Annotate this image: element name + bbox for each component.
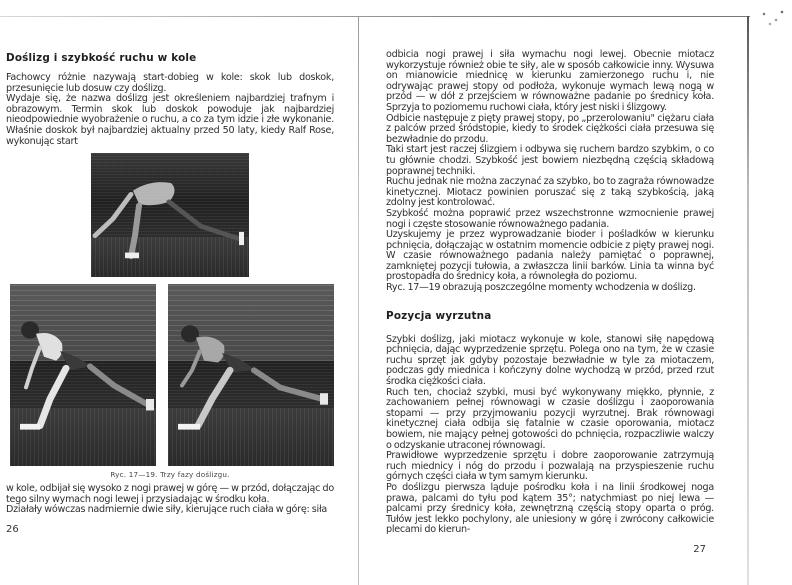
page-number: 27 <box>693 543 706 555</box>
paragraph: Działały wówczas nadmiernie dwie siły, kierujące ruch ciała w górę: siła <box>6 504 328 516</box>
body-text-bottom <box>6 484 334 516</box>
page-top-edge <box>0 16 750 17</box>
athlete-figure-icon <box>168 284 334 466</box>
body-text-bottom <box>386 335 714 536</box>
figure-row <box>6 284 334 466</box>
paragraph: Ruch ten, chociaż szybki, musi być wykonywany miękko, płynnie, z zachowaniem pełnej równowagi w czasie doślizgu i zaoporowania stopami — przy przyjmowaniu pozycji wyrzutnej. Brak równowagi kinetycznej ciała odbija się fatalnie w czasie oporowania, miotacz bowiem, nie mający pełnej gotowości do pchnięcia, rozpaczliwie walczy o odzyskanie utraconej równowagi. <box>386 386 714 451</box>
figure-caption: Ryc. 17—19. Trzy fazy doślizgu. <box>110 470 230 480</box>
page-number: 26 <box>6 523 19 535</box>
athlete-figure-icon <box>10 284 156 466</box>
paragraph: w kole, odbijał się wysoko z nogi prawej w górę — w przód, dołączając do tego silny wymach nogi lewej i przysiadając w środku koła. <box>6 483 334 505</box>
page-right-edge <box>747 16 749 585</box>
paragraph: odbicia nogi prawej i siła wymachu nogi lewej. Obecnie miotacz wykorzystuje również obie te siły, ale w sposób całkowicie inny. Wysuwa on mianowicie miednicę w kierunku zamierzonego ruchu i, nie odrywając prawej stopy od podłoża, wykonuje wymach lewą nogą w przód — w dół z przejściem w równoważne padanie po średnicy koła. Sprzyja to poziomemu ruchowi ciała, który jest niski i ślizgowy. <box>386 49 714 113</box>
paragraph: Prawidłowe wyprzedzenie sprzętu i dobre zaoporowanie zatrzymują ruch miednicy i nóg do przodu i pozwalają na przyspieszenie ruchu górnych części ciała w tym samym kierunku. <box>386 450 714 483</box>
paragraph: Po doślizgu pierwsza ląduje pośrodku koła i na linii środkowej noga prawa, palcami do tyłu pod kątem 35°; natychmiast po niej lewa — palcami przy średnicy koła, zewnętrzną częścią stopy oparta o próg. Tułów jest lekko pochylony, ale uniesiony w górę i zwrócony całkowicie plecami do kierun- <box>386 481 714 536</box>
section-heading: Pozycja wyrzutna <box>386 309 492 322</box>
body-text-top <box>386 50 714 294</box>
scan-speckle <box>758 8 788 28</box>
fig-18-photo <box>10 284 156 466</box>
fig-19-photo <box>168 284 334 466</box>
body-text-top <box>6 73 334 147</box>
paragraph: Ruchu jednak nie można zaczynać za szybko, bo to zagraża równowadze kinetycznej. Miotacz powinien poruszać się z taką szybkością, jaką zdolny jest kontrolować. <box>386 176 714 209</box>
paragraph: Odbicie następuje z pięty prawej stopy, po „przerolowaniu" ciężaru ciała z palców przed śródstopie, kiedy to środek ciężkości ciała przesuwa się bezwładnie do przodu. <box>386 112 714 145</box>
paragraph: Szybkość można poprawić przez wszechstronne wzmocnienie prawej nogi i częste stosowanie równoważnego padania. <box>386 207 714 230</box>
athlete-figure-icon <box>91 153 249 277</box>
paragraph: Ryc. 17—19 obrazują poszczególne momenty wchodzenia w doślizg. <box>386 282 696 294</box>
fig-17-photo <box>91 153 249 277</box>
book-spine <box>358 16 359 585</box>
right-page <box>386 50 714 556</box>
paragraph: Uzyskujemy je przez wyprowadzanie bioder i pośladków w kierunku pchnięcia, dołączając w ostatnim momencie odbicie z pięty prawej nogi. W czasie równoważnego padania należy pamiętać o poprawnej, zamkniętej pozycji tułowia, a zwłaszcza linii barków. Linia ta winna być prostopadła do średnicy koła, a równoległa do poziomu. <box>386 229 714 283</box>
paragraph: Fachowcy różnie nazywają start-dobieg w kole: skok lub doskok, przesunięcie lub dosuw czy doślizg. <box>6 72 334 94</box>
paragraph: Taki start jest raczej ślizgiem i odbywa się ruchem bardzo szybkim, o co tu głównie chodzi. Szybkość jest bowiem niezbędną częścią składową poprawnej techniki. <box>386 144 714 177</box>
paragraph: Szybki doślizg, jaki miotacz wykonuje w kole, stanowi siłę napędową pchnięcia, dając wyprzedzenie sprzętu. Polega ono na tym, że w czasie ruchu sprzęt jak gdyby pozostaje bezwładnie w tyle za miotaczem, podczas gdy miednica i kończyny dolne wychodzą w przód, przed rzut środka ciężkości ciała. <box>386 333 714 388</box>
paragraph: Wydaje się, że nazwa doślizg jest określeniem najbardziej trafnym i obrazowym. Termin skok lub doskok powoduje jak najbardziej nieodpowiednie wyobrażenie o ruchu, a co za tym idzie i złe wykonanie. Właśnie doskok był najbardziej aktualny przed 50 laty, kiedy Ralf Rose, wykonując start <box>6 93 334 147</box>
left-page <box>6 52 334 536</box>
section-heading: Doślizg i szybkość ruchu w kole <box>6 52 197 64</box>
